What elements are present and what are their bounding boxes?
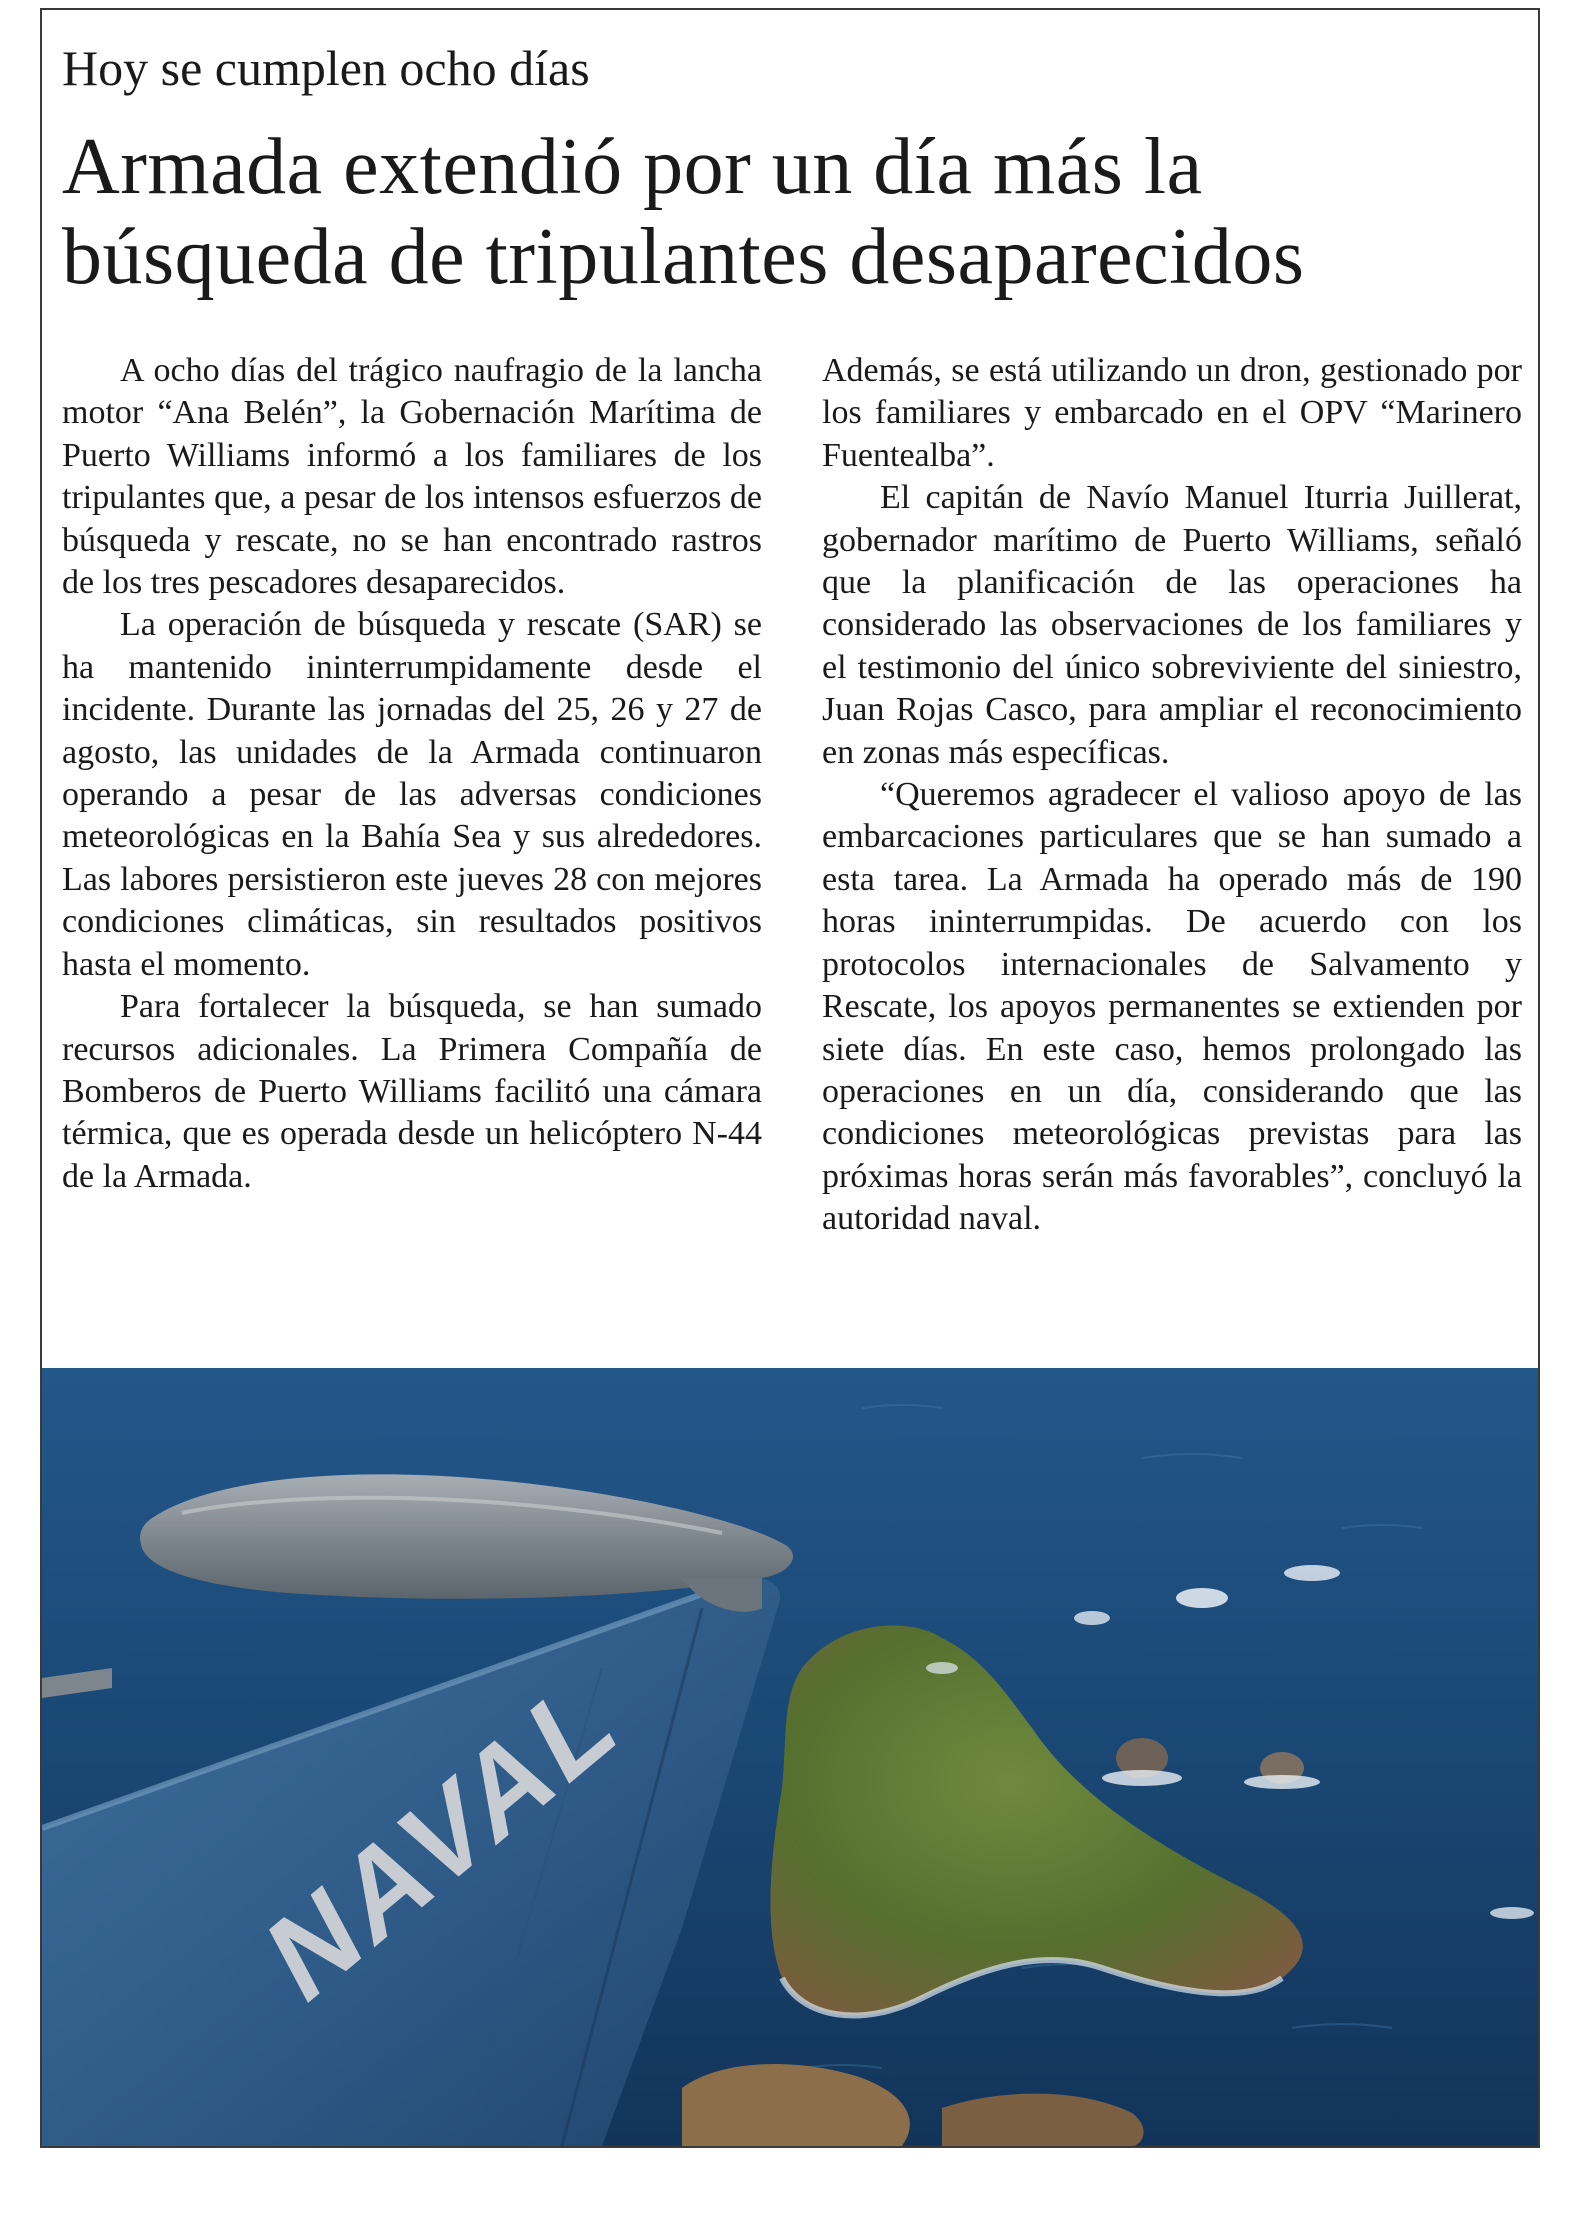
- article-paragraph: A ocho días del trágico naufragio de la lancha motor “Ana Belén”, la Gobernación Marítima de Puerto Williams informó a los familiares de los tripulantes que, a pesar de los intensos esfuerzos de búsqueda y rescate, no se han encontrado rastros de los tres pescadores desaparecidos.: [62, 352, 762, 602]
- article-paragraph: El capitán de Navío Manuel Iturria Juillerat, gobernador marítimo de Puerto Williams, señaló que la planificación de las operaciones ha considerado las observaciones de los familiares y el testimonio del único sobreviviente del siniestro, Juan Rojas Casco, para ampliar el reconocimiento en zonas más específicas.: [822, 479, 1522, 771]
- article-headline: Armada extendió por un día más la búsqueda de tripulantes desaparecidos: [62, 123, 1305, 301]
- article-paragraph: La operación de búsqueda y rescate (SAR) se ha mantenido ininterrumpidamente desde el incidente. Durante las jornadas del 25, 26 y 27 de agosto, las unidades de la Armada continuaron operando a pesar de las adversas condiciones meteorológicas en la Bahía Sea y sus alrededores. Las labores persistieron este jueves 28 con mejores condiciones climáticas, sin resultados positivos hasta el momento.: [62, 606, 762, 983]
- article-photo: [42, 1368, 1538, 2146]
- article-column-left: [62, 350, 762, 1198]
- article-paragraph: “Queremos agradecer el valioso apoyo de las embarcaciones particulares que se han sumado a esta tarea. La Armada ha operado más de 190 horas ininterrumpidas. De acuerdo con los protocolos internacionales de Salvamento y Rescate, los apoyos permanentes se extienden por siete días. En este caso, hemos prolongado las operaciones en un día, considerando que las condiciones meteorológicas previstas para las próximas horas serán más favorables”, concluyó la autoridad naval.: [822, 776, 1522, 1238]
- wing-lettering: NAVAL: [251, 1643, 636, 2032]
- article-paragraph: Para fortalecer la búsqueda, se han sumado recursos adicionales. La Primera Compañía de Bomberos de Puerto Williams facilitó una cámara térmica, que es operada desde un helicóptero N-44 de la Armada.: [62, 988, 762, 1195]
- article-column-right: [822, 350, 1522, 1241]
- article-kicker: Hoy se cumplen ocho días: [62, 40, 590, 96]
- article-paragraph: Además, se está utilizando un dron, gestionado por los familiares y embarcado en el OPV “Marinero Fuentealba”.: [822, 352, 1522, 474]
